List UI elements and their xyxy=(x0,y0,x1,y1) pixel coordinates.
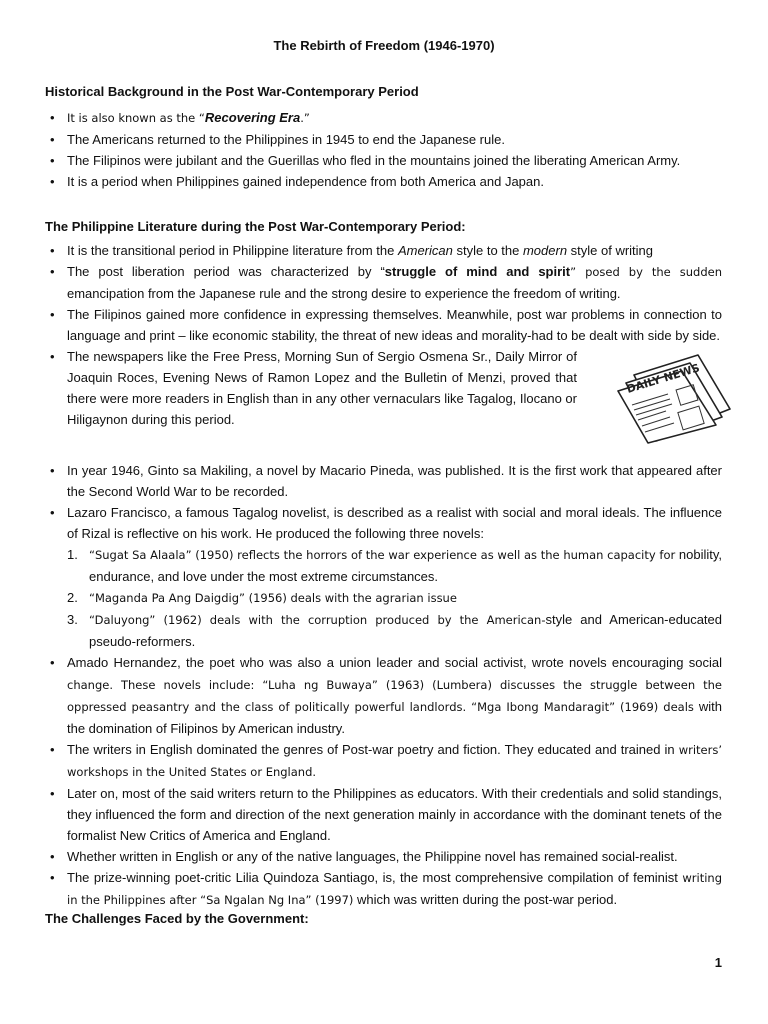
novels-list xyxy=(67,544,722,652)
list-item: • The prize-winning poet-critic Lilia Quindoza Santiago, is, the most comprehensive compilation of feminist writing in the Philippines after “Sa Ngalan Ng Ina” (1997) which was written during the post-war period. xyxy=(45,867,722,911)
page-number: 1 xyxy=(714,955,722,970)
list-item: • It is the transitional period in Philippine literature from the American style to the modern style of writing xyxy=(45,240,722,261)
section-heading-philippine-literature: The Philippine Literature during the Post War-Contemporary Period: xyxy=(45,219,466,234)
list-item: • The Filipinos were jubilant and the Guerillas who fled in the mountains joined the liberating American Army. xyxy=(45,150,722,171)
list-item: • The newspapers like the Free Press, Morning Sun of Sergio Osmena Sr., Daily Mirror of Joaquin Roces, Evening News of Ramon Lopez and the Bulletin of Menzi, proved that there were more readers in English than in any other vernaculars like Tagalog, Ilocano or Hiligaynon during this period. xyxy=(45,346,577,430)
list-item: • Amado Hernandez, the poet who was also a union leader and social activist, wrote novels encouraging social change. These novels include: “Luha ng Buwaya” (1963) (Lumbera) discusses the struggle between the oppressed peasantry and the class of politically powerful landlords. “Mga Ibong Mandaragit” (1969) deals with the domination of Filipinos by American industry. xyxy=(45,652,722,739)
list-item: • Later on, most of the said writers return to the Philippines as educators. With their credentials and solid standings, they influenced the form and direction of the next generation mainly in accordance with the dominant tenets of the formalist New Critics of America and England. xyxy=(45,783,722,846)
historical-background-list xyxy=(45,107,722,192)
newspaper-illustration xyxy=(606,353,736,445)
novel-item: 1. “Sugat Sa Alaala” (1950) reflects the horrors of the war experience as well as the human capacity for nobility, endurance, and love under the most extreme circumstances. xyxy=(67,547,722,584)
list-item: • It is a period when Philippines gained independence from both America and Japan. xyxy=(45,171,722,192)
newspaper-masthead: DAILY NEWS xyxy=(625,361,702,396)
list-item: • Whether written in English or any of the native languages, the Philippine novel has remained social-realist. xyxy=(45,846,722,867)
list-item: • Lazaro Francisco, a famous Tagalog novelist, is described as a realist with social and moral ideals. The influence of Rizal is reflective on his work. He produced the following three novels: 1. “Sugat Sa Alaala” (1950) reflects the horrors of the war experience as well as the human capacity for nobility, endurance, and love under the most extreme circumstances. 2. “Maganda Pa Ang Daigdig” (1956) deals with the agrarian issue 3. “Daluyong” (1962) deals with the corruption produced by the American-style and American-educated pseudo-reformers. xyxy=(45,502,722,652)
novel-item: 2. “Maganda Pa Ang Daigdig” (1956) deals with the agrarian issue xyxy=(67,590,457,605)
philippine-literature-list-b xyxy=(45,460,722,911)
section-heading-challenges: The Challenges Faced by the Government: xyxy=(45,911,309,926)
list-item: • The Filipinos gained more confidence in expressing themselves. Meanwhile, post war problems in connection to language and print – like economic stability, the threat of new ideas and morality-had to be dealt with side by side. xyxy=(45,304,722,346)
list-item: • The Americans returned to the Philippines in 1945 to end the Japanese rule. xyxy=(45,129,722,150)
list-item: • In year 1946, Ginto sa Makiling, a novel by Macario Pineda, was published. It is the first work that appeared after the Second World War to be recorded. xyxy=(45,460,722,502)
page-title: The Rebirth of Freedom (1946-1970) xyxy=(273,38,495,53)
section-heading-historical-background: Historical Background in the Post War-Contemporary Period xyxy=(45,84,419,99)
list-item: • The post liberation period was characterized by “struggle of mind and spirit” posed by the sudden emancipation from the Japanese rule and the strong desire to experience the freedom of writing. xyxy=(45,261,722,304)
novel-item: 3. “Daluyong” (1962) deals with the corruption produced by the American-style and American-educated pseudo-reformers. xyxy=(67,612,723,649)
list-item: • It is also known as the “Recovering Era.” xyxy=(45,107,722,129)
list-item: • The writers in English dominated the genres of Post-war poetry and fiction. They educated and trained in writers’ workshops in the United States or England. xyxy=(45,739,722,783)
